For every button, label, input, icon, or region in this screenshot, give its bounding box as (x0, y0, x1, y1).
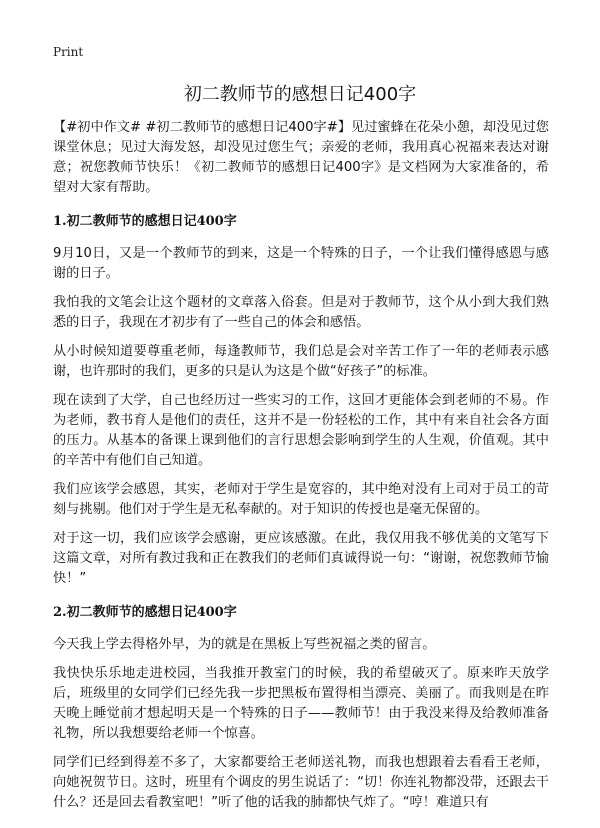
intro-paragraph: 【#初中作文# #初二教师节的感想日记400字#】见过蜜蜂在花朵小憩，却没见过您课堂休息；见过大海发怒，却没见过您生气；亲爱的老师，我用真心祝福来表达对谢意；祝您教师节快乐！《初二教师节的感想日记400字》是文档网为大家准备的，希望对大家有帮助。 (53, 120, 549, 195)
body-paragraph: 从小时候知道要尊重老师，每逢教师节，我们总是会对辛苦工作了一年的老师表示感谢，也许那时的我们，更多的只是认为这是个做“好孩子”的标准。 (53, 344, 549, 379)
print-label[interactable]: Print (53, 45, 84, 59)
body-paragraph: 我怕我的文笔会让这个题材的文章落入俗套。但是对于教师节，这个从小到大我们熟悉的日子，我现在才初步有了一些自己的体会和感悟。 (53, 295, 549, 330)
body-paragraph: 同学们已经到得差不多了，大家都要给王老师送礼物，而我也想跟着去看看王老师，向她祝贺节日。这时，班里有个调皮的男生说话了：“切！你连礼物都没带，还跟去干什么？还是回去看教室吧！”听了他的话我的肺都快气炸了。“哼！难道只有 (53, 755, 549, 810)
body-paragraph: 对于这一切，我们应该学会感谢，更应该感激。在此，我仅用我不够优美的文笔写下这篇文章，对所有教过我和正在教我们的老师们真诚得说一句：“谢谢，祝您教师节愉快！” (53, 531, 549, 586)
body-paragraph: 今天我上学去得格外早，为的就是在黑板上写些祝福之类的留言。 (53, 637, 436, 652)
body-paragraph: 我快快乐乐地走进校园，当我推开教室门的时候，我的希望破灭了。原来昨天放学后，班级里的女同学们已经先我一步把黑板布置得相当漂亮、美丽了。而我则是在昨天晚上睡觉前才想起明天是一个特殊的日子——教师节！由于我没来得及给教师准备礼物，所以我想要给老师一个惊喜。 (53, 666, 549, 741)
body-paragraph: 现在读到了大学，自己也经历过一些实习的工作，这回才更能体会到老师的不易。作为老师，教书育人是他们的责任，这并不是一份轻松的工作，其中有来自社会各方面的压力。从基本的备课上课到他们的言行思想会影响到学生的人生观，价值观。其中的辛苦中有他们自己知道。 (53, 393, 549, 468)
section-heading: 1.初二教师节的感想日记400字 (53, 214, 237, 229)
body-paragraph: 9月10日，又是一个教师节的到来，这是一个特殊的日子，一个让我们懂得感恩与感谢的日子。 (53, 246, 549, 281)
section-heading: 2.初二教师节的感想日记400字 (53, 605, 237, 620)
document-body (53, 118, 549, 813)
body-paragraph: 我们应该学会感恩，其实，老师对于学生是宽容的，其中绝对没有上司对于员工的苛刻与挑剔。他们对于学生是无私奉献的。对于知识的传授也是毫无保留的。 (53, 482, 549, 517)
document-title: 初二教师节的感想日记400字 (183, 84, 417, 105)
